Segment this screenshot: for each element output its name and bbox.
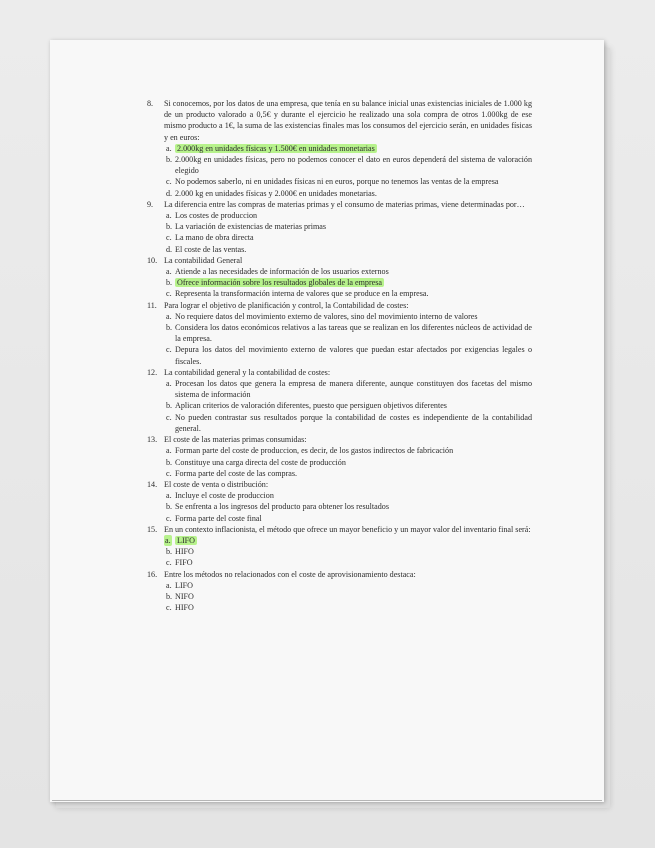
option-letter: a. [166, 446, 172, 456]
question-15 [147, 524, 532, 535]
question-text: Si conocemos, por los datos de una empresa, que tenía en su balance inicial unas existencias iniciales de 1.000 kg de un producto valorado a 0,5€ y durante el ejercicio he realizado una sola compra de otros 1.000kg de ese mismo producto a 1€, la suma de las existencias finales mas los consumos del ejercicio serán, en unidades físicas y en euros: [164, 99, 532, 142]
option-11a [147, 311, 532, 322]
question-number: 11. [147, 300, 157, 310]
option-letter: a. [166, 267, 172, 277]
question-number: 12. [147, 367, 158, 377]
option-letter: b. [166, 155, 173, 165]
option-text: HIFO [175, 547, 194, 557]
option-letter: c. [166, 177, 172, 187]
option-letter: c. [166, 289, 172, 299]
option-letter: c. [166, 233, 172, 243]
option-letter: c. [166, 412, 172, 422]
question-text: Para lograr el objetivo de planificación y control, la Contabilidad de costes: [164, 300, 409, 310]
option-11b [147, 322, 532, 344]
option-letter: a. [165, 535, 171, 545]
option-letter: a. [166, 379, 172, 389]
question-14 [147, 479, 532, 490]
question-text: La contabilidad General [164, 255, 243, 265]
option-13a [147, 445, 532, 456]
option-letter: b. [166, 457, 173, 467]
option-letter: c. [166, 345, 172, 355]
question-number: 10. [147, 255, 158, 265]
option-14a [147, 490, 532, 501]
question-number: 13. [147, 435, 158, 445]
option-letter: b. [166, 323, 173, 333]
option-8b [147, 154, 532, 176]
option-text: Considera los datos económicos relativos a las tareas que se realizan en los diferentes núcleos de actividad de la empresa. [175, 323, 532, 344]
option-text: NIFO [175, 591, 194, 601]
option-13b [147, 457, 532, 468]
option-letter: a. [166, 143, 172, 153]
option-text: La variación de existencias de materias primas [175, 222, 327, 232]
option-text: Representa la transformación interna de valores que se produce en la empresa. [175, 289, 429, 299]
option-text: LIFO [175, 580, 193, 590]
option-text: Procesan los datos que genera la empresa de manera diferente, aunque constituyen dos facetas del mismo sistema de información [175, 379, 532, 400]
option-16a [147, 580, 532, 591]
option-14b [147, 501, 532, 512]
option-text: No podemos saberlo, ni en unidades físicas ni en euros, porque no tenemos las ventas de la empresa [175, 177, 499, 187]
option-text: FIFO [175, 558, 193, 568]
option-8c [147, 176, 532, 187]
option-15a [147, 535, 532, 546]
option-text: Forma parte del coste de las compras. [175, 468, 298, 478]
option-letter: b. [166, 222, 173, 232]
option-16c [147, 602, 532, 613]
option-text: El coste de las ventas. [175, 244, 247, 254]
option-text: No requiere datos del movimiento externo de valores, sino del movimiento interno de valores [175, 311, 478, 321]
option-8a [147, 143, 532, 154]
option-14c [147, 513, 532, 524]
option-10b [147, 277, 532, 288]
question-list [147, 98, 532, 613]
option-10c [147, 288, 532, 299]
option-text: Constituye una carga directa del coste de producción [175, 457, 346, 467]
question-text: Entre los métodos no relacionados con el coste de aprovisionamiento destaca: [164, 569, 416, 579]
option-9a [147, 210, 532, 221]
option-text: Aplican criterios de valoración diferentes, puesto que persiguen objetivos diferentes [175, 401, 447, 411]
question-11 [147, 300, 532, 311]
option-text: 2.000 kg en unidades físicas y 2.000€ en unidades monetarias. [175, 188, 377, 198]
option-letter: b. [166, 591, 173, 601]
question-10 [147, 255, 532, 266]
highlighted-answer: LIFO [177, 535, 195, 545]
option-13c [147, 468, 532, 479]
option-16b [147, 591, 532, 602]
option-text: Atiende a las necesidades de información de los usuarios externos [175, 267, 389, 277]
option-letter: a. [166, 311, 172, 321]
option-9c [147, 232, 532, 243]
question-number: 8. [147, 99, 154, 108]
option-15c [147, 557, 532, 568]
option-10a [147, 266, 532, 277]
option-text: Forman parte del coste de produccion, es decir, de los gastos indirectos de fabricación [175, 446, 454, 456]
question-number: 9. [147, 199, 154, 209]
question-9 [147, 199, 532, 210]
option-text: Se enfrenta a los ingresos del producto para obtener los resultados [175, 502, 389, 512]
option-letter: d. [166, 244, 173, 254]
option-letter: b. [166, 502, 173, 512]
question-16 [147, 569, 532, 580]
option-letter: c. [166, 468, 172, 478]
question-text: La diferencia entre las compras de materias primas y el consumo de materias primas, viene determinadas por… [164, 199, 525, 209]
question-text: El coste de las materias primas consumidas: [164, 435, 307, 445]
question-number: 16. [147, 569, 158, 579]
option-letter: d. [166, 188, 173, 198]
option-text: Incluye el coste de produccion [175, 491, 274, 501]
option-text: Los costes de produccion [175, 211, 258, 221]
highlighted-answer: 2.000kg en unidades físicas y 1.500€ en unidades monetarias [177, 143, 375, 153]
highlighted-answer: Ofrece información sobre los resultados globales de la empresa [177, 278, 382, 288]
question-text: La contabilidad general y la contabilidad de costes: [164, 367, 331, 377]
option-text: HIFO [175, 603, 194, 613]
option-15b [147, 546, 532, 557]
option-11c [147, 344, 532, 366]
option-letter: b. [166, 278, 173, 288]
question-text: El coste de venta o distribución: [164, 479, 269, 489]
option-letter: a. [166, 211, 172, 221]
option-9b [147, 221, 532, 232]
question-8 [147, 98, 532, 143]
option-letter: b. [166, 547, 173, 557]
option-text: No pueden contrastar sus resultados porque la contabilidad de costes es independiente de la contabilidad general. [175, 412, 532, 433]
option-text: Forma parte del coste final [175, 513, 262, 523]
option-text: La mano de obra directa [175, 233, 254, 243]
option-text: Depura los datos del movimiento externo de valores que puedan estar afectados por exigencias legales o fiscales. [175, 345, 532, 366]
question-number: 15. [147, 524, 158, 534]
question-text: En un contexto inflacionista, el método que ofrece un mayor beneficio y un mayor valor del inventario final será: [164, 524, 531, 534]
question-13 [147, 434, 532, 445]
option-text: 2.000kg en unidades físicas, pero no podemos conocer el dato en euros dependerá del sistema de valoración elegido [175, 155, 532, 176]
option-9d [147, 244, 532, 255]
option-8d [147, 188, 532, 199]
option-letter: a. [166, 580, 172, 590]
sheet-edge [52, 800, 602, 801]
question-number: 14. [147, 479, 158, 489]
option-letter: b. [166, 401, 173, 411]
option-12c [147, 412, 532, 434]
option-12a [147, 378, 532, 400]
option-12b [147, 400, 532, 411]
question-12 [147, 367, 532, 378]
option-letter: c. [166, 558, 172, 568]
option-letter: a. [166, 491, 172, 501]
option-letter: c. [166, 603, 172, 613]
option-letter: c. [166, 513, 172, 523]
